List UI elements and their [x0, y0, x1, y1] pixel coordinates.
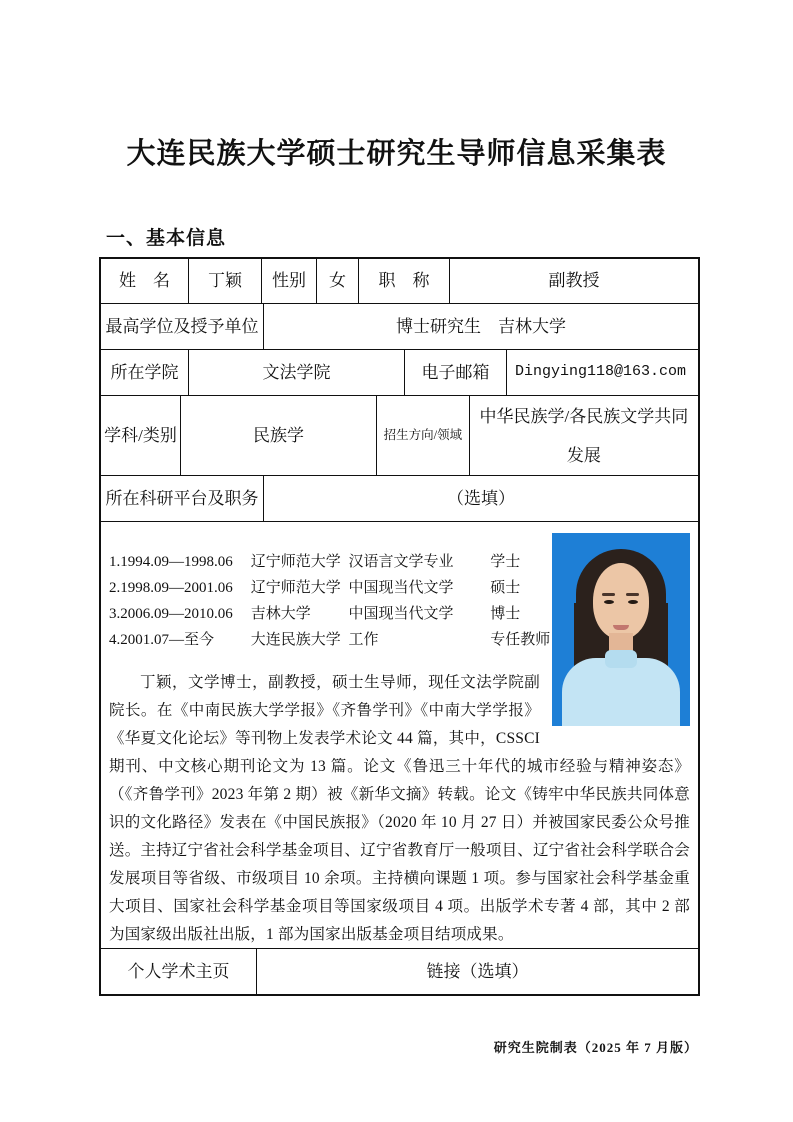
table-row-basic [101, 259, 698, 303]
education-major: 工作 [348, 632, 379, 648]
education-period: 4.2001.07—至今 [109, 632, 215, 648]
photo-sweater [562, 658, 680, 726]
gender-value: 女 [316, 259, 358, 303]
photo-collar [605, 650, 637, 668]
platform-value: （选填） [263, 476, 698, 521]
education-degree: 学士 [490, 554, 521, 570]
table-row-biography [101, 521, 698, 948]
name-value: 丁颖 [188, 259, 261, 303]
college-label: 所在学院 [110, 362, 179, 382]
homepage-label: 个人学术主页 [127, 961, 230, 981]
table-row-platform [101, 475, 698, 521]
footer-note: 研究生院制表（2025 年 7 月版） [493, 1040, 698, 1055]
education-period: 2.1998.09—2001.06 [109, 580, 233, 596]
platform-label: 所在科研平台及职务 [105, 488, 259, 508]
discipline-value: 民族学 [180, 396, 376, 475]
email-label: 电子邮箱 [404, 350, 506, 395]
photo-mouth [613, 625, 629, 630]
title-label: 职 称 [358, 259, 449, 303]
education-period: 3.2006.09—2010.06 [109, 606, 233, 622]
table-row-degree [101, 303, 698, 349]
education-school: 吉林大学 [250, 606, 311, 622]
photo-eye [604, 600, 614, 604]
education-major: 汉语言文学专业 [348, 554, 454, 570]
degree-value: 博士研究生 吉林大学 [263, 304, 698, 349]
education-degree: 硕士 [490, 580, 521, 596]
gender-label: 性别 [261, 259, 316, 303]
section-heading-basic-info: 一、基本信息 [106, 228, 227, 249]
discipline-label: 学科/类别 [104, 425, 177, 445]
table-row-college [101, 349, 698, 395]
biography-paragraph: 丁颖，文学博士，副教授，硕士生导师，现任文法学院副院长。在《中南民族大学学报》《齐鲁学刊》《中南大学学报》《华夏文化论坛》等刊物上发表学术论文 44 篇，其中，CSSCI 期刊、中文核心期刊论文为 13 篇。论文《鲁迅三十年代的城市经验与精神姿态》（《齐鲁学刊》2023 年第 2 期）被《新华文摘》转载。论文《铸牢中华民族共同体意识的文化路径》发表在《中国民族报》（2020 年 10 月 27 日）并被国家民委公众号推送。主持辽宁省社会科学基金项目、辽宁省教育厅一般项目、辽宁省社会科学联合会发展项目等省级、市级项目 10 余项。主持横向课题 1 项。参与国家社会科学基金重大项目、国家社会科学基金项目等国家级项目 4 项。出版学术专著 4 部，其中 2 部为国家级出版社出版，1 部为国家出版基金项目结项成果。 [109, 674, 690, 943]
education-school: 辽宁师范大学 [250, 580, 341, 596]
education-degree: 博士 [490, 606, 521, 622]
education-major: 中国现当代文学 [348, 580, 454, 596]
photo-eyebrow [626, 593, 639, 596]
page-title: 大连民族大学硕士研究生导师信息采集表 [126, 138, 667, 170]
direction-value: 中华民族学/各民族文学共同发展 [469, 396, 698, 475]
direction-label: 招生方向/领域 [376, 396, 469, 475]
education-school: 辽宁师范大学 [250, 554, 341, 570]
biography-cell [101, 522, 698, 948]
name-label: 姓 名 [119, 271, 170, 291]
info-table [99, 257, 700, 996]
degree-label: 最高学位及授予单位 [105, 316, 259, 336]
profile-photo [552, 533, 690, 726]
education-major: 中国现当代文学 [348, 606, 454, 622]
table-row-homepage [101, 948, 698, 994]
homepage-value: 链接（选填） [256, 949, 698, 994]
email-value: Dingying118@163.com [506, 350, 698, 395]
education-degree: 专任教师 [490, 632, 551, 648]
photo-eyebrow [602, 593, 615, 596]
table-row-discipline [101, 395, 698, 475]
education-period: 1.1994.09—1998.06 [109, 554, 233, 570]
college-value: 文法学院 [188, 350, 404, 395]
photo-eye [628, 600, 638, 604]
title-value: 副教授 [449, 259, 698, 303]
education-school: 大连民族大学 [250, 632, 341, 648]
